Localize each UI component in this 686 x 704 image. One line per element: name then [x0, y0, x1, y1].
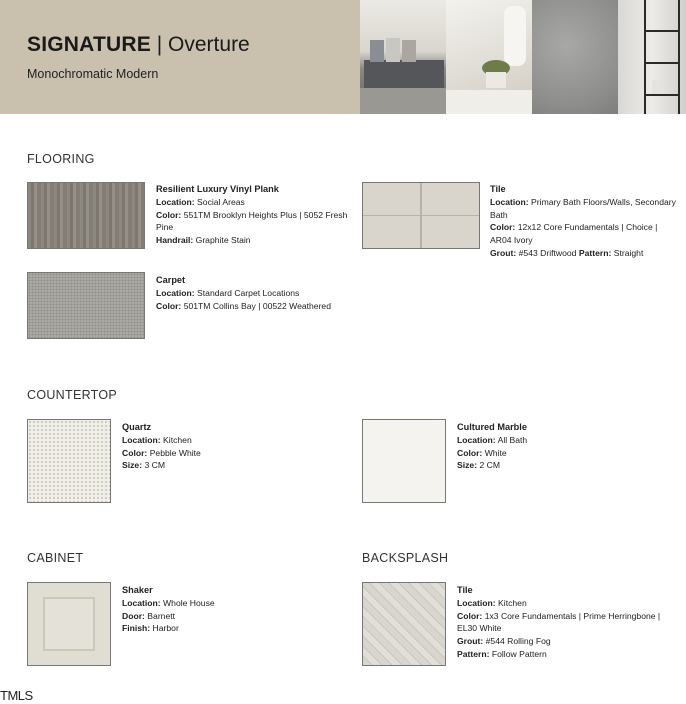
carpet-swatch [27, 272, 145, 339]
sofa-illustration [360, 0, 446, 114]
carpet-details [156, 274, 352, 312]
section-backsplash: BACKSPLASH [362, 551, 449, 565]
watermark: TMLS [0, 688, 33, 703]
section-cabinet: CABINET [27, 551, 84, 565]
concrete-texture-photo [532, 0, 618, 114]
living-room-photo [360, 0, 446, 114]
backsplash-grout: Grout: #544 Rolling Fog [457, 636, 551, 647]
quartz-color: Color: Pebble White [122, 447, 201, 458]
lvp-swatch [27, 182, 145, 249]
lvp-location: Location: Social Areas [156, 196, 245, 207]
marble-name: Cultured Marble [457, 422, 527, 432]
title-separator: | [150, 33, 169, 56]
carpet-name: Carpet [156, 275, 186, 285]
floor-tile-name: Tile [490, 184, 506, 194]
marble-color: Color: White [457, 447, 507, 458]
page-subtitle: Monochromatic Modern [27, 67, 159, 81]
backsplash-swatch [362, 582, 446, 666]
shelf-illustration [618, 0, 686, 114]
lifestyle-photo-strip [360, 0, 686, 114]
quartz-size: Size: 3 CM [122, 460, 165, 471]
backsplash-name: Tile [457, 585, 473, 595]
plant-illustration [446, 0, 532, 114]
carpet-location: Location: Standard Carpet Locations [156, 287, 300, 298]
marble-details [457, 421, 667, 472]
quartz-swatch [27, 419, 111, 503]
floor-tile-color: Color: 12x12 Core Fundamentals | Choice | AR04 Ivory [490, 222, 658, 246]
floor-tile-details [490, 183, 680, 260]
floor-tile-swatch [362, 182, 480, 249]
section-flooring: FLOORING [27, 152, 95, 166]
cabinet-door: Door: Barnett [122, 610, 176, 621]
backsplash-location: Location: Kitchen [457, 597, 527, 608]
carpet-color: Color: 501TM Collins Bay | 00522 Weathered [156, 300, 331, 311]
backsplash-color: Color: 1x3 Core Fundamentals | Prime Herringbone | EL30 White [457, 610, 661, 634]
quartz-details [122, 421, 332, 472]
marble-swatch [362, 419, 446, 503]
marble-size: Size: 2 CM [457, 460, 500, 471]
cabinet-finish: Finish: Harbor [122, 623, 179, 634]
lvp-color: Color: 551TM Brooklyn Heights Plus | 5052 Fresh Pine [156, 209, 348, 233]
header-banner [0, 0, 360, 114]
page-title [27, 33, 250, 57]
kitchen-counter-photo [446, 0, 532, 114]
collection-name: Overture [168, 33, 250, 56]
backsplash-pattern: Pattern: Follow Pattern [457, 648, 547, 659]
cabinet-details [122, 584, 332, 635]
lvp-name: Resilient Luxury Vinyl Plank [156, 184, 279, 194]
backsplash-details [457, 584, 679, 661]
brand-name: SIGNATURE [27, 33, 151, 56]
cabinet-name: Shaker [122, 585, 153, 595]
floor-tile-grout-pattern: Grout: #543 Driftwood Pattern: Straight [490, 247, 644, 258]
quartz-name: Quartz [122, 422, 152, 432]
section-countertop: COUNTERTOP [27, 388, 118, 402]
shelf-photo [618, 0, 686, 114]
quartz-location: Location: Kitchen [122, 434, 192, 445]
marble-location: Location: All Bath [457, 434, 528, 445]
lvp-details [156, 183, 352, 247]
lvp-handrail: Handrail: Graphite Stain [156, 235, 251, 246]
cabinet-swatch [27, 582, 111, 666]
floor-tile-location: Location: Primary Bath Floors/Walls, Secondary Bath [490, 196, 676, 220]
cabinet-door-panel [43, 597, 95, 651]
cabinet-location: Location: Whole House [122, 597, 215, 608]
